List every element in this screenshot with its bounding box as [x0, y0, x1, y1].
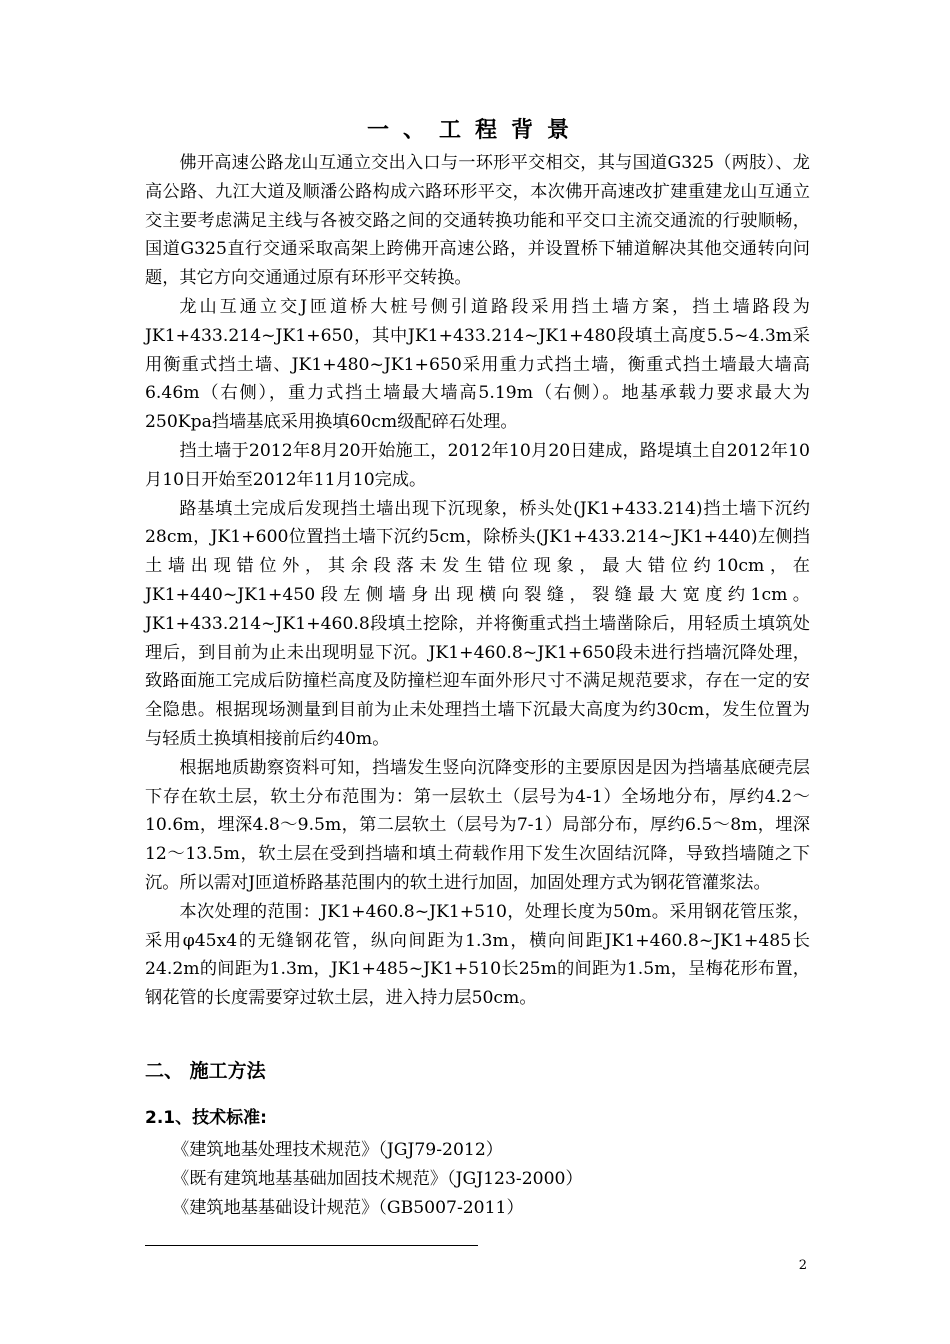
- section-2-heading: 二、 施工方法: [145, 1060, 266, 1082]
- reference-item: 《既有建筑地基基础加固技术规范》（JGJ123-2000）: [172, 1168, 583, 1189]
- reference-list: [172, 1136, 583, 1222]
- paragraph-geology: 根据地质勘察资料可知，挡墙发生竖向沉降变形的主要原因是因为挡墙基底硬壳层下存在软土层，软土分布范围为：第一层软土（层号为4-1）全场地分布，厚约4.2～10.6m，埋深4.8～9.5m，第二层软土（层号为7-1）局部分布，厚约6.5～8m，埋深12～13.5m，软土层在受到挡墙和填土荷载作用下发生次固结沉降，导致挡墙随之下沉。所以需对J匝道桥路基范围内的软土进行加固，加固处理方式为钢花管灌浆法。: [145, 757, 810, 893]
- paragraph-settlement: 路基填土完成后发现挡土墙出现下沉现象，桥头处(JK1+433.214)挡土墙下沉约28cm，JK1+600位置挡土墙下沉约5cm，除桥头(JK1+433.214~JK1+440)左侧挡土墙出现错位外，其余段落未发生错位现象，最大错位约10cm，在JK1+440~JK1+450段左侧墙身出现横向裂缝，裂缝最大宽度约1cm。JK1+433.214~JK1+460.8段填土挖除，并将衡重式挡土墙凿除后，用轻质土填筑处理后，到目前为止未出现明显下沉。JK1+460.8~JK1+650段未进行挡墙沉降处理，致路面施工完成后防撞栏高度及防撞栏迎车面外形尺寸不满足规范要求，存在一定的安全隐患。根据现场测量到目前为止未处理挡土墙下沉最大高度为约30cm，发生位置为与轻质土换填相接前后约40m。: [145, 498, 810, 749]
- paragraph-schedule: 挡土墙于2012年8月20开始施工，2012年10月20日建成，路堤填土自2012年10月10日开始至2012年11月10完成。: [145, 440, 810, 490]
- paragraph-treatment-scope: 本次处理的范围：JK1+460.8~JK1+510，处理长度为50m。采用钢花管压浆，采用φ45x4的无缝钢花管，纵向间距为1.3m，横向间距JK1+460.8~JK1+485长24.2m的间距为1.3m，JK1+485~JK1+510长25m的间距为1.5m，呈梅花形布置，钢花管的长度需要穿过软土层，进入持力层50cm。: [145, 901, 810, 1009]
- paragraph-background: 佛开高速公路龙山互通立交出入口与一环形平交相交，其与国道G325（两肢）、龙高公路、九江大道及顺潘公路构成六路环形平交，本次佛开高速改扩建重建龙山互通立交主要考虑满足主线与各被交路之间的交通转换功能和平交口主流交通流的行驶顺畅，国道G325直行交通采取高架上跨佛开高速公路，并设置桥下辅道解决其他交通转向问题，其它方向交通通过原有环形平交转换。: [145, 153, 810, 289]
- section-1-body: [145, 149, 810, 1013]
- reference-item: 《建筑地基基础设计规范》（GB5007-2011）: [172, 1197, 524, 1218]
- subsection-2-1-heading: 2.1、技术标准:: [145, 1108, 267, 1128]
- section-1-heading: 一、工程背景: [366, 118, 583, 143]
- reference-item: 《建筑地基处理技术规范》（JGJ79-2012）: [172, 1140, 503, 1160]
- page-number: 2: [798, 1258, 807, 1273]
- footer-divider: [145, 1245, 478, 1246]
- paragraph-retaining-wall: 龙山互通立交J匝道桥大桩号侧引道路段采用挡土墙方案，挡土墙路段为JK1+433.214~JK1+650，其中JK1+433.214~JK1+480段填土高度5.5~4.3m采用衡重式挡土墙、JK1+480~JK1+650采用重力式挡土墙，衡重式挡土墙最大墙高6.46m（右侧），重力式挡土墙最大墙高5.19m（右侧）。地基承载力要求最大为250Kpa挡墙基底采用换填60cm级配碎石处理。: [145, 296, 810, 433]
